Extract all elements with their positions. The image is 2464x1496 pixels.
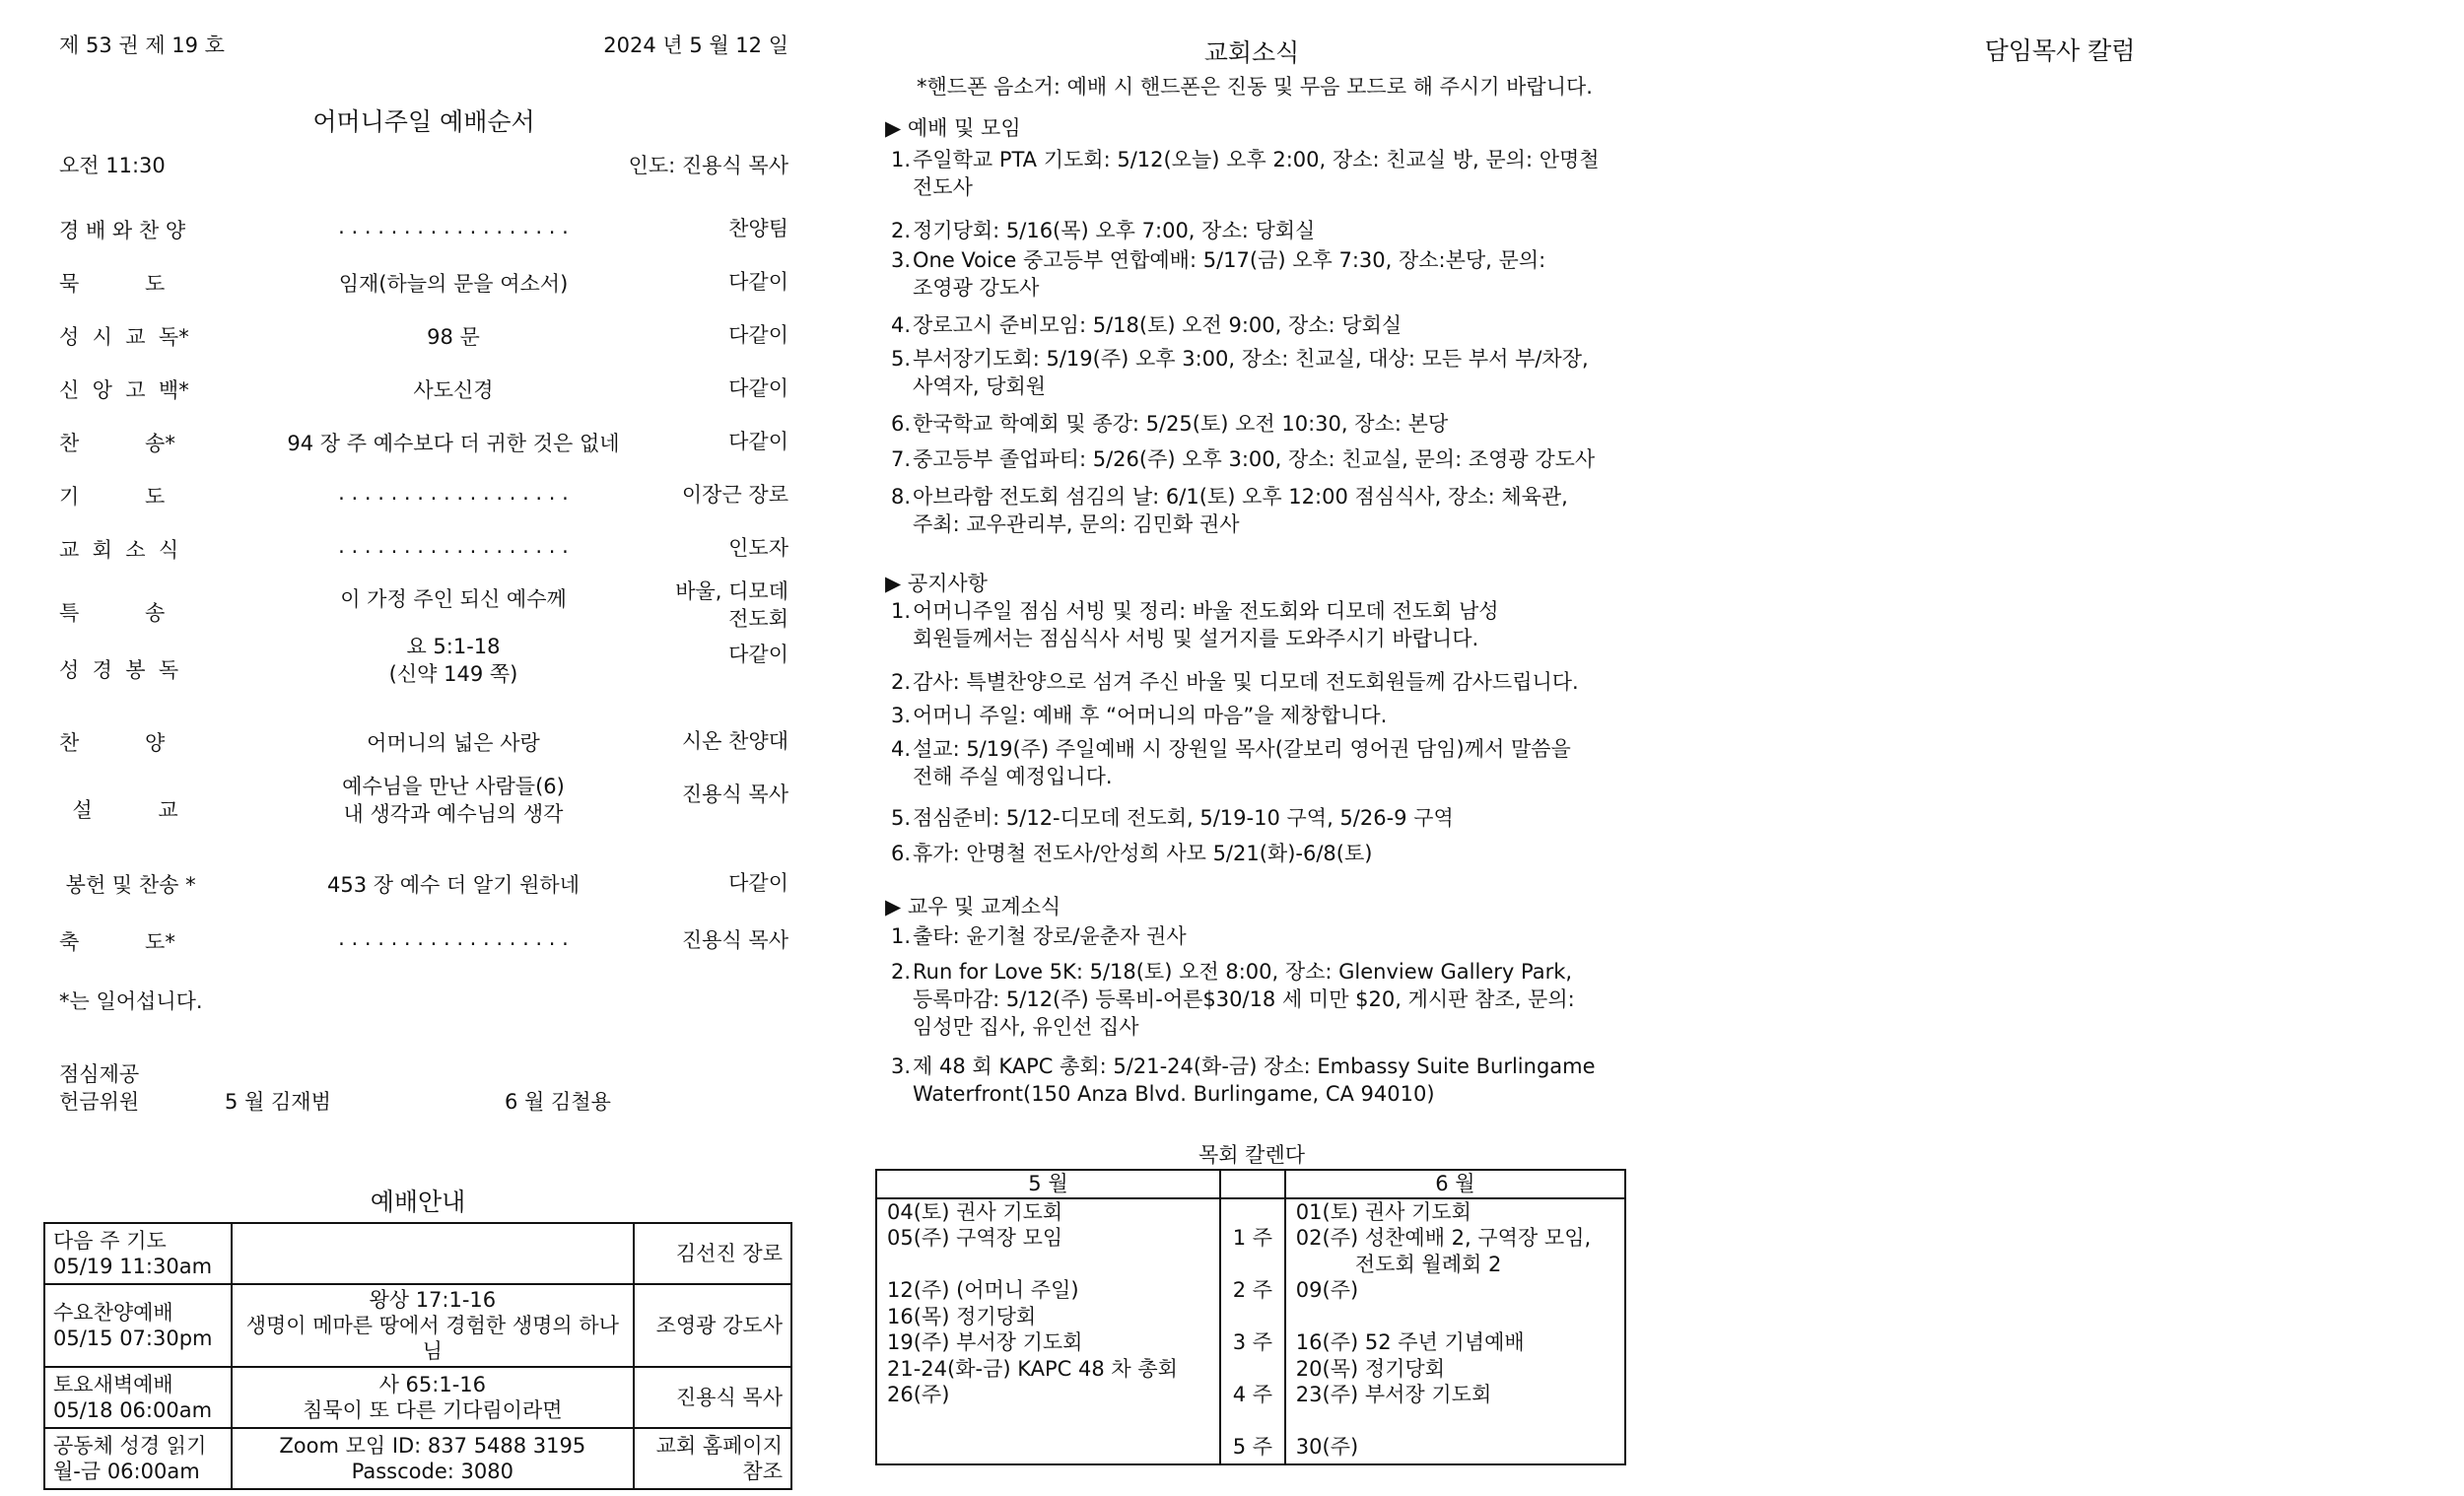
services-table [43, 1222, 792, 1490]
order-person: 다같이 [728, 376, 788, 400]
news-item-text: 출타: 윤기철 장로/윤춘자 권사 [913, 924, 1187, 948]
calendar-june-entry: 02(주) 성찬예배 2, 구역장 모임, [1295, 1226, 1592, 1250]
news-item [891, 217, 1640, 244]
lunch-label: 점심제공 [59, 1062, 140, 1086]
calendar-week-label [1231, 1199, 1274, 1226]
calendar-june-entry [1296, 1408, 1614, 1435]
order-content: · · · · · · · · · · · · · · · · · · [338, 487, 569, 510]
news-item-text: 어머니주일 점심 서빙 및 정리: 바울 전도회와 디모데 전도회 남성 회원들께서는 점심식사 서빙 및 설거지를 도와주시기 바랍니다. [913, 599, 1499, 650]
service-person: 조영광 강도사 [634, 1284, 791, 1367]
news-title: 교회소식 [1203, 38, 1300, 67]
calendar-week-label: 4 주 [1232, 1383, 1273, 1406]
calendar-june-entry: 16(주) 52 주년 기념예배 [1295, 1330, 1525, 1354]
services-title: 예배안내 [370, 1188, 466, 1216]
order-label: 경 배 와 찬 양 [59, 219, 186, 242]
calendar-june-entry: 01(토) 권사 기도회 [1295, 1199, 1472, 1224]
news-item-text: 설교: 5/19(주) 주일예배 시 장원일 목사(갈보리 영어권 담임)께서 말씀을 전해 주실 예정입니다. [913, 737, 1571, 788]
news-item [891, 410, 1640, 438]
news-section-heading: ▶ 예배 및 모임 [885, 116, 1021, 140]
news-item-number: 2. [891, 960, 912, 984]
order-content: 요 5:1-18 (신약 149 쪽) [388, 635, 518, 686]
order-content: · · · · · · · · · · · · · · · · · · [338, 540, 569, 564]
news-item-text: 정기당회: 5/16(목) 오후 7:00, 장소: 당회실 [913, 219, 1316, 242]
order-person: 진용식 목사 [681, 928, 788, 952]
order-content: 임재(하늘의 문을 여소서) [338, 272, 569, 296]
order-person: 이장근 장로 [681, 483, 788, 507]
order-label: 성 시 교 독* [59, 325, 189, 349]
calendar-week-label [1231, 1252, 1274, 1278]
news-item-text: One Voice 중고등부 연합예배: 5/17(금) 오후 7:30, 장소:본당, 문의: 조영광 강도사 [913, 248, 1546, 300]
news-item-text: 제 48 회 KAPC 총회: 5/21-24(화-금) 장소: Embassy Suite Burlingame Waterfront(150 Anza Blvd. Burlingame, CA 94010) [913, 1054, 1596, 1106]
service-sermon: 생명이 메마른 땅에서 경험한 생명의 하나님 [245, 1314, 619, 1363]
order-person: 다같이 [728, 871, 788, 895]
news-item-text: 장로고시 준비모임: 5/18(토) 오전 9:00, 장소: 당회실 [913, 313, 1403, 337]
news-item [891, 597, 1640, 652]
news-item [891, 483, 1640, 538]
news-item-number: 8. [891, 485, 912, 509]
order-row [59, 481, 788, 534]
news-item-text: 한국학교 학예회 및 종강: 5/25(토) 오전 10:30, 장소: 본당 [913, 412, 1449, 436]
order-row [59, 374, 788, 428]
news-item [891, 246, 1640, 302]
order-person: 다같이 [728, 643, 788, 666]
order-label: 교 회 소 식 [59, 538, 179, 562]
issue-date: 2024 년 5 월 12 일 [603, 34, 788, 57]
order-person: 진용식 목사 [681, 782, 788, 806]
calendar-week-label: 3 주 [1232, 1330, 1273, 1354]
calendar-may-entry: 26(주) [887, 1383, 950, 1406]
news-item [891, 146, 1640, 201]
news-item-text: 부서장기도회: 5/19(주) 오후 3:00, 장소: 친교실, 대상: 모든 부서 부/차장, 사역자, 당회원 [913, 347, 1589, 398]
news-item-number: 3. [891, 1054, 912, 1078]
order-person: 찬양팀 [728, 217, 788, 240]
service-time: 05/15 07:30pm [53, 1326, 213, 1350]
may-offering: 5 월 김재범 [225, 1090, 331, 1114]
news-section-heading: ▶ 공지사항 [885, 572, 988, 595]
calendar-table [875, 1169, 1626, 1465]
news-item [891, 922, 1640, 950]
calendar-june-column [1285, 1198, 1625, 1464]
order-content: 94 장 주 예수보다 더 귀한 것은 없네 [287, 432, 620, 455]
calendar-week-label [1231, 1408, 1274, 1435]
order-row [59, 268, 788, 321]
news-item [891, 958, 1640, 1041]
order-label: 성 경 봉 독 [59, 658, 179, 682]
calendar-june-entry: 20(목) 정기당회 [1295, 1356, 1446, 1381]
service-content-cell [232, 1367, 634, 1428]
calendar-week-label: 5 주 [1232, 1435, 1273, 1459]
order-person: 다같이 [728, 270, 788, 294]
news-item [891, 804, 1640, 832]
order-content: · · · · · · · · · · · · · · · · · · [338, 221, 569, 244]
order-row [59, 635, 788, 694]
calendar-header-may: 5 월 [876, 1170, 1220, 1198]
news-item-number: 2. [891, 670, 912, 694]
service-sermon: 침묵이 또 다른 기다림이라면 [303, 1398, 563, 1422]
order-label: 신 앙 고 백* [59, 378, 189, 402]
news-item-text: 점심준비: 5/12-디모데 전도회, 5/19-10 구역, 5/26-9 구역 [913, 806, 1454, 830]
service-sermon: Passcode: 3080 [351, 1460, 513, 1483]
order-label: 특 송 [59, 601, 166, 625]
news-item-number: 1. [891, 599, 912, 623]
news-item [891, 735, 1640, 790]
order-row [59, 926, 788, 980]
calendar-may-entry: 04(토) 권사 기도회 [887, 1199, 1063, 1224]
order-row [59, 428, 788, 481]
service-name: 토요새벽예배 [53, 1373, 173, 1396]
calendar-may-entry: 19(주) 부서장 기도회 [887, 1330, 1083, 1354]
order-label: 설 교 [59, 798, 178, 822]
news-item [891, 445, 1640, 473]
order-person: 다같이 [728, 430, 788, 453]
service-person: 진용식 목사 [634, 1367, 791, 1428]
service-scripture: 왕상 17:1-16 [369, 1288, 497, 1312]
calendar-may-entry: 21-24(화-금) KAPC 48 차 총회 [887, 1356, 1178, 1381]
order-content: 453 장 예수 더 알기 원하네 [326, 873, 581, 897]
news-item-number: 4. [891, 313, 912, 337]
service-row [44, 1367, 791, 1428]
service-content-cell [232, 1223, 634, 1284]
order-person: 바울, 디모데 전도회 [675, 579, 788, 631]
order-content: 어머니의 넓은 사랑 [367, 731, 540, 755]
calendar-may-entry [887, 1408, 1209, 1435]
service-leader: 인도: 진용식 목사 [628, 154, 788, 177]
volume-number: 제 53 권 제 19 호 [59, 34, 225, 57]
service-person: 교회 홈페이지 참조 [634, 1428, 791, 1489]
service-name: 다음 주 기도 [53, 1229, 167, 1253]
service-name-cell [44, 1223, 232, 1284]
service-scripture: 사 65:1-16 [378, 1373, 487, 1396]
service-time: 05/19 11:30am [53, 1255, 213, 1278]
calendar-june-entry: 23(주) 부서장 기도회 [1295, 1383, 1492, 1406]
service-time: 05/18 06:00am [53, 1398, 213, 1422]
calendar-header-june: 6 월 [1285, 1170, 1625, 1198]
news-item-text: 어머니 주일: 예배 후 “어머니의 마음”을 제창합니다. [913, 704, 1388, 727]
news-item [891, 311, 1640, 339]
news-item-number: 6. [891, 412, 912, 436]
service-name-cell [44, 1284, 232, 1367]
service-row [44, 1284, 791, 1367]
order-person: 시온 찬양대 [681, 729, 788, 753]
calendar-june-entry [1296, 1304, 1614, 1330]
calendar-june-entry: 09(주) [1295, 1278, 1359, 1302]
news-item-text: Run for Love 5K: 5/18(토) 오전 8:00, 장소: Glenview Gallery Park, 등록마감: 5/12(주) 등록비-어른$30/18 세 미만 $20, 게시판 참조, 문의: 임성만 집사, 유인선 집사 [913, 960, 1575, 1039]
order-content: 사도신경 [413, 378, 494, 402]
news-item-text: 중고등부 졸업파티: 5/26(주) 오후 3:00, 장소: 친교실, 문의: 조영광 강도사 [913, 447, 1596, 471]
news-item-number: 6. [891, 842, 912, 865]
calendar-may-entry: 05(주) 구역장 모임 [887, 1226, 1063, 1250]
order-title: 어머니주일 예배순서 [312, 107, 535, 136]
news-item-number: 3. [891, 248, 912, 272]
order-row [59, 215, 788, 268]
news-item-number: 7. [891, 447, 912, 471]
phone-note: *핸드폰 음소거: 예배 시 핸드폰은 진동 및 무음 모드로 해 주시기 바랍니다. [917, 75, 1593, 99]
june-offering: 6 월 김철용 [505, 1090, 611, 1114]
calendar-week-column [1220, 1198, 1285, 1464]
calendar-week-label [1231, 1356, 1274, 1383]
service-row [44, 1223, 791, 1284]
news-item-number: 1. [891, 148, 912, 171]
calendar-title: 목회 칼렌다 [1198, 1143, 1306, 1167]
calendar-may-entry: 12(주) (어머니 주일) [887, 1278, 1079, 1302]
news-item [891, 840, 1640, 867]
order-label: 축 도* [59, 930, 175, 954]
order-person: 인도자 [728, 536, 788, 560]
news-item [891, 702, 1640, 729]
service-row [44, 1428, 791, 1489]
order-content: 98 문 [427, 325, 480, 349]
news-item-number: 2. [891, 219, 912, 242]
news-item-number: 5. [891, 347, 912, 371]
calendar-may-entry [887, 1434, 1209, 1461]
calendar-header-week [1220, 1170, 1285, 1198]
service-person: 김선진 장로 [634, 1223, 791, 1284]
order-row [59, 321, 788, 374]
news-item-number: 5. [891, 806, 912, 830]
offering-label: 헌금위원 [59, 1090, 140, 1114]
calendar-week-label [1231, 1304, 1274, 1330]
service-name: 공동체 성경 읽기 [53, 1434, 207, 1458]
news-item-number: 1. [891, 924, 912, 948]
order-label: 봉헌 및 찬송 * [59, 873, 196, 897]
order-content: · · · · · · · · · · · · · · · · · · [338, 932, 569, 956]
service-name-cell [44, 1367, 232, 1428]
service-name: 수요찬양예배 [53, 1301, 173, 1325]
order-content: 예수님을 만난 사람들(6) 내 생각과 예수님의 생각 [342, 775, 565, 826]
news-item [891, 668, 1640, 696]
news-item-text: 주일학교 PTA 기도회: 5/12(오늘) 오후 2:00, 장소: 친교실 방, 문의: 안명철 전도사 [913, 148, 1600, 199]
order-label: 묵 도 [59, 272, 166, 296]
news-item-text: 휴가: 안명철 전도사/안성희 사모 5/21(화)-6/8(토) [913, 842, 1373, 865]
news-item-number: 4. [891, 737, 912, 761]
calendar-june-entry: 전도회 월례회 2 [1295, 1252, 1502, 1276]
order-label: 기 도 [59, 485, 166, 509]
news-item [891, 1053, 1640, 1108]
order-label: 찬 송* [59, 432, 175, 455]
service-content-cell [232, 1284, 634, 1367]
calendar-may-entry [887, 1252, 1209, 1278]
news-section-heading: ▶ 교우 및 교계소식 [885, 895, 1061, 918]
news-item-text: 감사: 특별찬양으로 섬겨 주신 바울 및 디모데 전도회원들께 감사드립니다. [913, 670, 1579, 694]
news-item [891, 345, 1640, 400]
calendar-week-label: 2 주 [1232, 1278, 1273, 1302]
news-item-text: 아브라함 전도회 섬김의 날: 6/1(토) 오후 12:00 점심식사, 장소: 체육관, 주최: 교우관리부, 문의: 김민화 권사 [913, 485, 1568, 536]
pastor-column-title: 담임목사 칼럼 [1984, 36, 2136, 65]
order-row [59, 579, 788, 637]
service-time: 오전 11:30 [59, 154, 166, 177]
calendar-week-label: 1 주 [1232, 1226, 1273, 1250]
standing-note: *는 일어섭니다. [59, 989, 203, 1013]
calendar-may-column [876, 1198, 1220, 1464]
order-person: 다같이 [728, 323, 788, 347]
order-content: 이 가정 주인 되신 예수께 [340, 587, 567, 611]
calendar-june-entry: 30(주) [1295, 1435, 1359, 1459]
service-name-cell [44, 1428, 232, 1489]
order-row [59, 869, 788, 922]
service-time: 월-금 06:00am [53, 1460, 200, 1483]
order-label: 찬 양 [59, 731, 166, 755]
news-item-number: 3. [891, 704, 912, 727]
order-row [59, 775, 788, 834]
calendar-may-entry: 16(목) 정기당회 [887, 1304, 1037, 1328]
service-content-cell [232, 1428, 634, 1489]
service-scripture: Zoom 모임 ID: 837 5488 3195 [279, 1434, 586, 1458]
